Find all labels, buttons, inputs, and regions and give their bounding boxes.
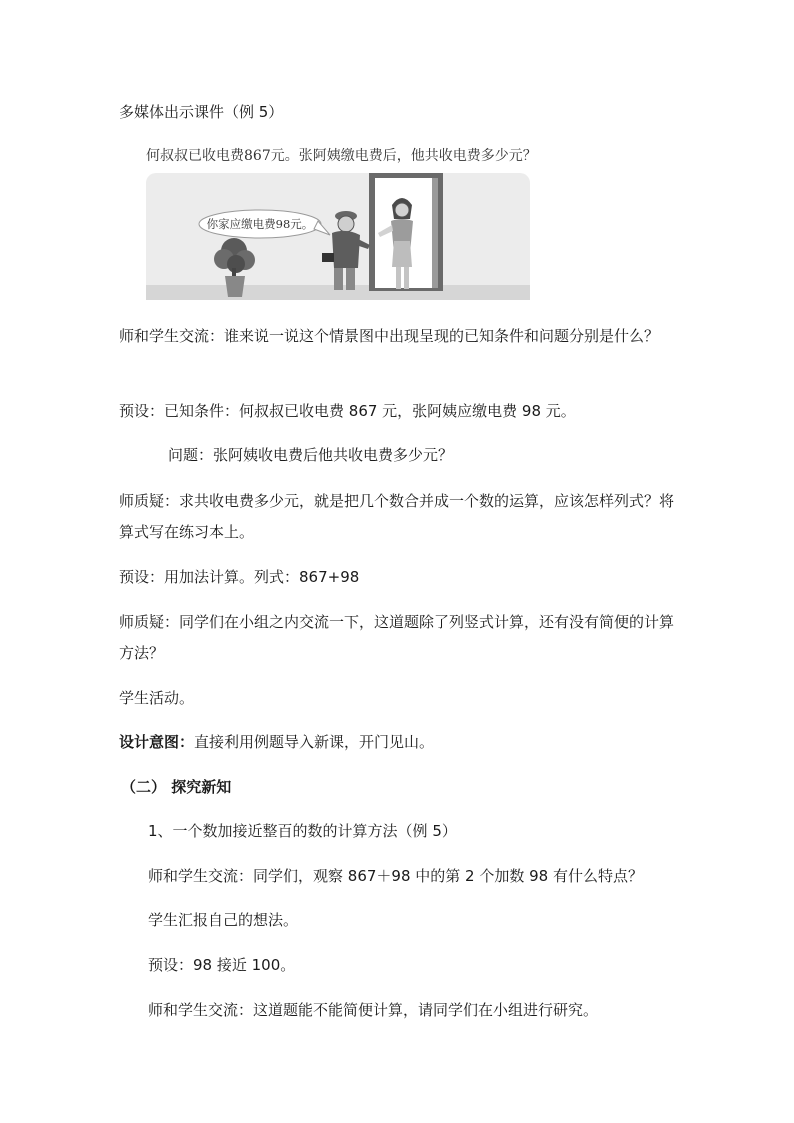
teacher-question-1: 师和学生交流：谁来说一说这个情景图中出现呈现的已知条件和问题分别是什么？ [119, 327, 660, 345]
design-intent [119, 728, 434, 756]
courseware-line: 多媒体出示课件（例 5） [119, 103, 284, 121]
preset-question: 问题：张阿姨收电费后他共收电费多少元？ [168, 446, 454, 464]
scene-image [146, 173, 530, 300]
teacher-question-5: 师和学生交流：这道题能不能简便计算，请同学们在小组进行研究。 [148, 1001, 599, 1019]
teacher-question-3: 师质疑：同学们在小组之内交流一下，这道题除了列竖式计算，还有没有简便的计算方法？ [119, 613, 675, 662]
preset-known-conditions: 预设：已知条件：何叔叔已收电费 867 元，张阿姨应缴电费 98 元。 [119, 402, 576, 420]
illustration-question: 何叔叔已收电费867元。张阿姨缴电费后，他共收电费多少元？ [146, 148, 537, 164]
example-illustration [146, 140, 537, 302]
design-intent-text: 直接利用例题导入新课，开门见山。 [194, 733, 435, 751]
design-intent-label: 设计意图： [119, 733, 195, 751]
speech-text: 你家应缴电费98元。 [206, 217, 314, 231]
teacher-question-2: 师质疑：求共收电费多少元，就是把几个数合并成一个数的运算，应该怎样列式？将算式写在练习本上。 [119, 492, 675, 541]
student-activity: 学生活动。 [119, 689, 195, 707]
section-heading: （二） 探究新知 [121, 778, 232, 796]
preset-formula: 预设：用加法计算。列式：867+98 [119, 568, 360, 586]
teacher-question-4: 师和学生交流：同学们，观察 867＋98 中的第 2 个加数 98 有什么特点？ [148, 867, 643, 885]
door-edge [432, 178, 438, 288]
item-1-heading: 1、一个数加接近整百的数的计算方法（例 5） [148, 822, 457, 840]
student-report: 学生汇报自己的想法。 [148, 911, 299, 929]
preset-approximation: 预设：98 接近 100。 [148, 956, 296, 974]
